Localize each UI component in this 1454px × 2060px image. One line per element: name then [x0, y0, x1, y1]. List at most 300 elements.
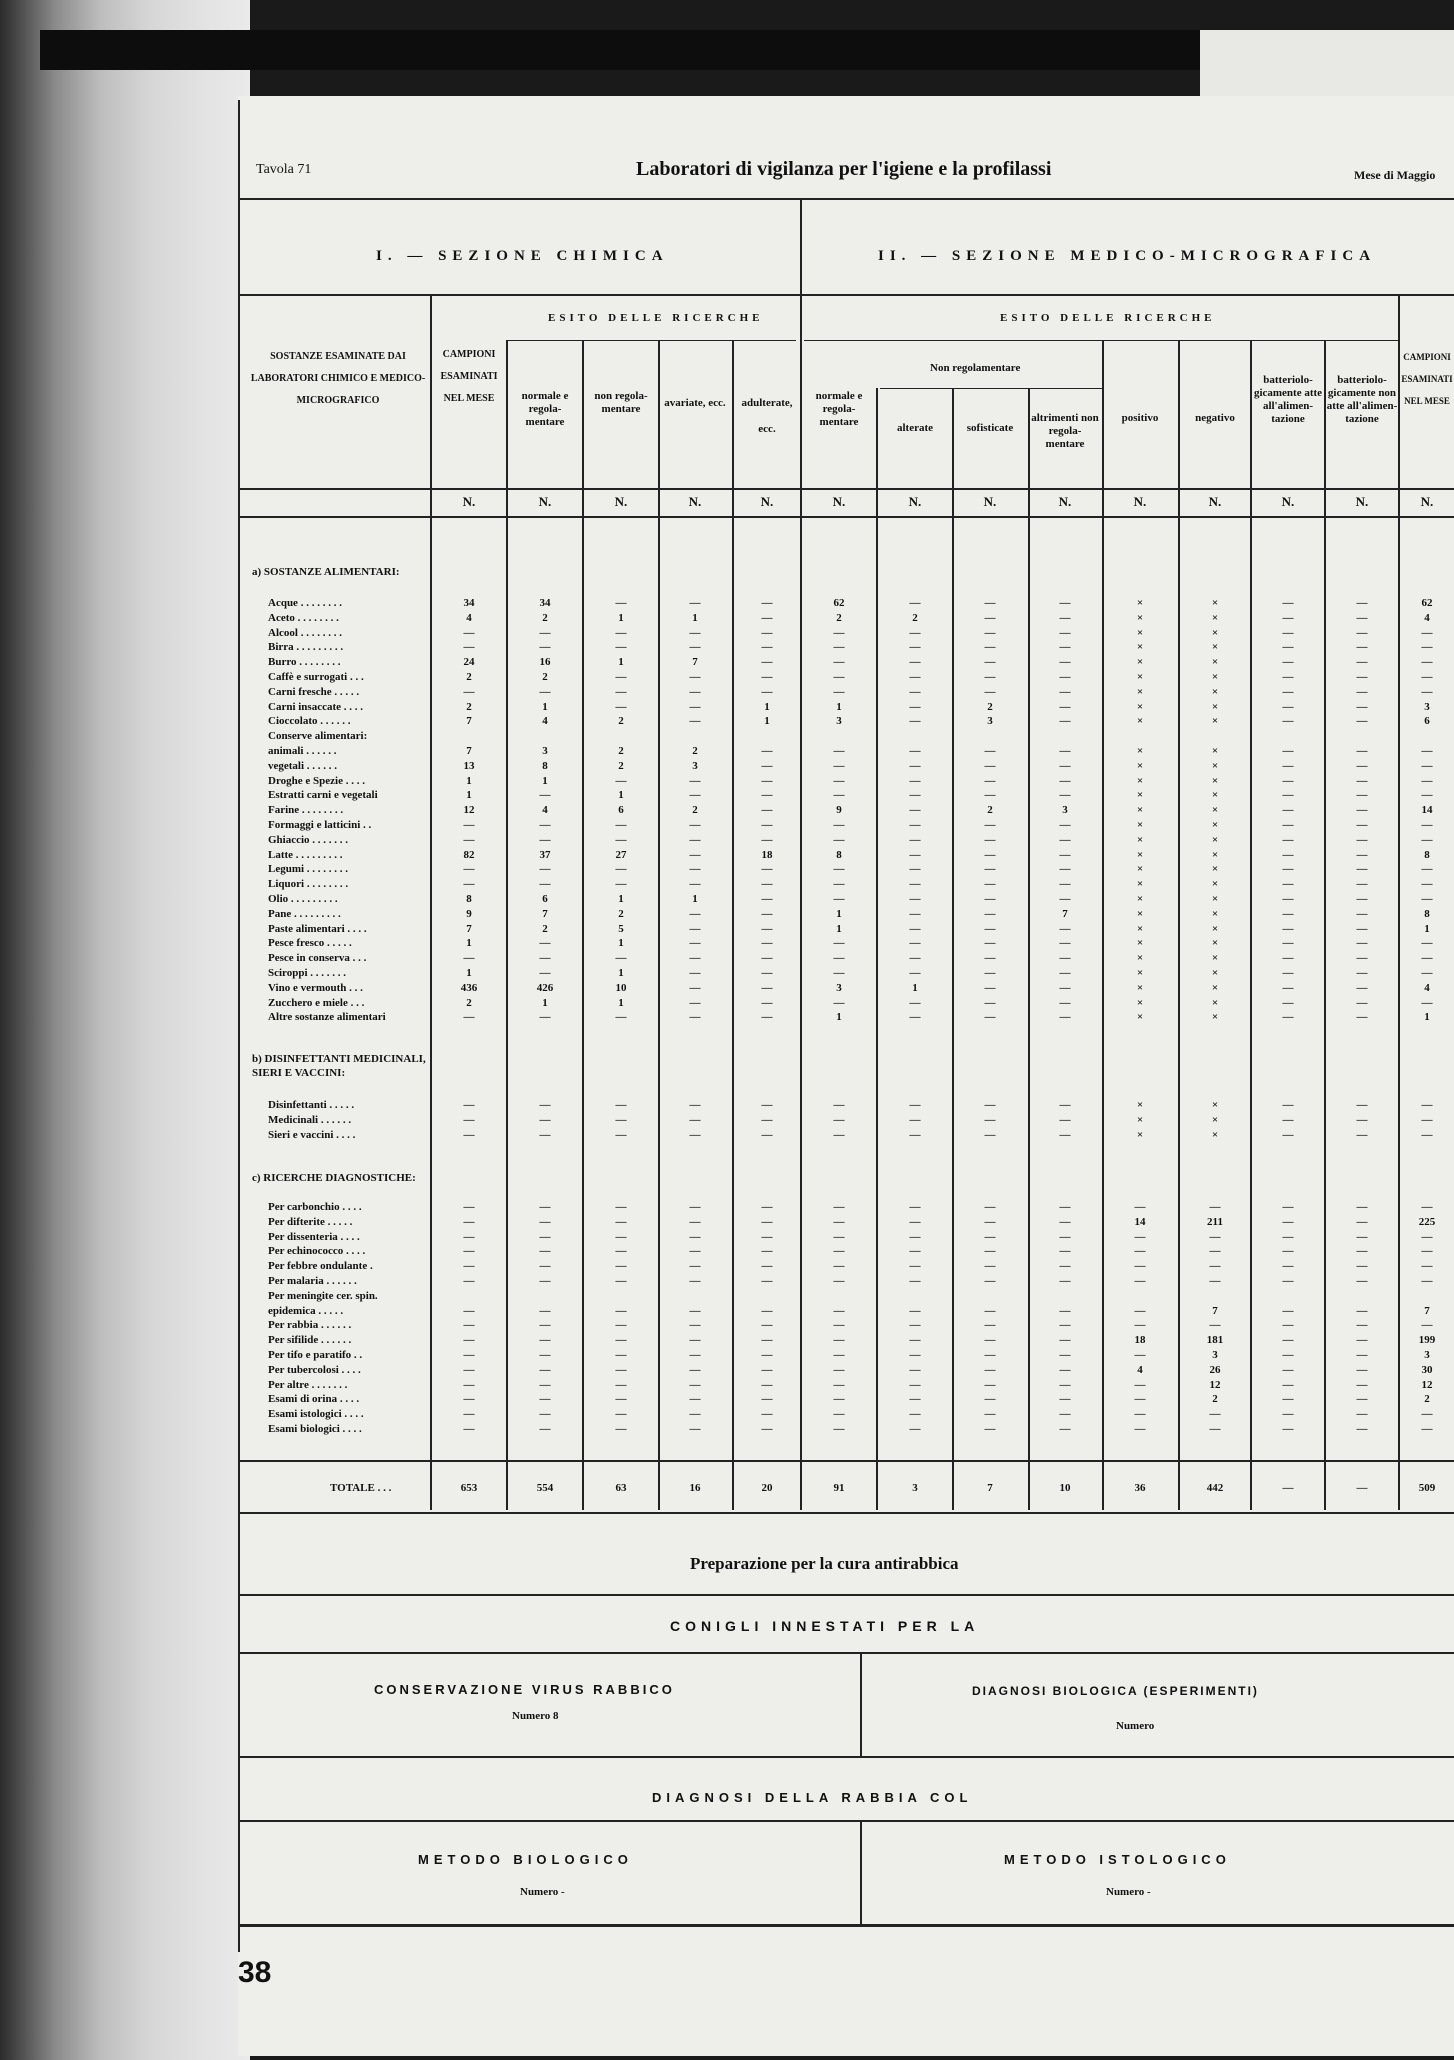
table-cell: — [909, 1334, 921, 1347]
table-cell: 5 [618, 922, 624, 935]
table-cell: — [615, 1113, 627, 1126]
table-cell: 181 [1206, 1334, 1224, 1347]
table-cell: — [1356, 611, 1368, 624]
table-cell: 1 [618, 937, 624, 950]
row-label: Latte . . . . . . . . . [268, 848, 343, 861]
table-cell: 1 [466, 774, 472, 787]
table-cell: — [615, 774, 627, 787]
table-cell: — [761, 597, 773, 609]
table-cell: — [615, 1201, 627, 1213]
table-cell: — [909, 1230, 921, 1243]
rule-rabbia-4 [238, 1820, 1454, 1822]
table-cell: 1 [912, 981, 918, 994]
table-cell: — [1356, 1349, 1368, 1361]
table-cell: — [909, 1363, 921, 1376]
table-cell: — [984, 1393, 996, 1406]
table-cell: — [1059, 1363, 1071, 1376]
table-cell: — [1059, 789, 1071, 802]
table-cell: — [689, 1275, 701, 1287]
table-cell: — [689, 1304, 701, 1317]
table-cell: × [1211, 819, 1219, 831]
table-cell: — [1356, 671, 1368, 683]
table-cell: — [909, 1319, 921, 1332]
table-cell: — [1059, 952, 1071, 965]
table-cell: 12 [1209, 1378, 1221, 1391]
table-cell: — [1134, 1349, 1146, 1361]
table-cell: — [1059, 967, 1071, 979]
table-cell: — [1282, 833, 1294, 846]
table-cell: — [689, 967, 701, 979]
table-cell: — [1059, 685, 1071, 698]
table-cell: — [689, 996, 701, 1009]
table-cell: — [689, 878, 701, 891]
row-label: Sciroppi . . . . . . . [268, 967, 347, 979]
table-cell: — [984, 981, 996, 994]
table-cell: — [984, 819, 996, 831]
table-cell: — [761, 1349, 773, 1361]
table-cell: — [1356, 789, 1368, 802]
table-cell: — [539, 1275, 551, 1287]
table-cell: — [1282, 922, 1294, 935]
table-cell: — [833, 685, 845, 698]
table-cell: — [761, 1011, 773, 1024]
total-cell: 509 [1418, 1482, 1436, 1494]
table-cell: — [1356, 1215, 1368, 1228]
table-cell: — [761, 1230, 773, 1243]
diagnosi-biologica-label: DIAGNOSI BIOLOGICA (ESPERIMENTI) [972, 1684, 1259, 1698]
table-cell: — [463, 1260, 475, 1273]
table-cell: — [1421, 1099, 1433, 1111]
group-b-label: b) DISINFETTANTI MEDICINALI, SIERI E VACCINI: [252, 1053, 426, 1079]
table-cell: — [1282, 907, 1294, 920]
table-cell: — [463, 1408, 475, 1421]
n-header: N. [462, 494, 476, 509]
table-cell: 37 [539, 848, 551, 861]
table-cell: 7 [466, 922, 472, 935]
table-cell: — [539, 789, 551, 802]
row-label: Per carbonchio . . . . [268, 1201, 362, 1213]
row-label: Per febbre ondulante . [268, 1260, 373, 1273]
table-cell: — [984, 1011, 996, 1024]
table-cell: — [1059, 1408, 1071, 1421]
table-cell: — [689, 1319, 701, 1332]
table-cell: — [1059, 1215, 1071, 1228]
col-campioni-med-header: CAMPIONI ESAMINATI NEL MESE [1401, 352, 1453, 406]
table-cell: — [761, 967, 773, 979]
table-cell: — [1421, 626, 1433, 639]
table-cell: — [761, 1363, 773, 1376]
table-cell: — [761, 922, 773, 935]
table-cell: — [1356, 1408, 1368, 1421]
table-cell: — [984, 1245, 996, 1258]
rabbia-title: Preparazione per la cura antirabbica [690, 1554, 959, 1573]
table-cell: — [689, 848, 701, 861]
total-cell: — [1356, 1482, 1368, 1494]
table-cell: — [833, 1349, 845, 1361]
row-label: Alcool . . . . . . . . [268, 626, 342, 639]
table-cell: — [1421, 833, 1433, 846]
table-cell: 1 [542, 996, 548, 1009]
table-cell: — [1282, 611, 1294, 624]
table-cell: 12 [1421, 1378, 1433, 1391]
table-cell: — [463, 1113, 475, 1126]
table-cell: — [615, 1260, 627, 1273]
table-cell: — [761, 1201, 773, 1213]
table-cell: 1 [692, 893, 698, 905]
non-regolamentare-label: Non regolamentare [930, 362, 1021, 374]
table-cell: — [761, 789, 773, 802]
table-cell: — [689, 671, 701, 683]
table-cell: — [1209, 1319, 1221, 1332]
table-cell: — [761, 641, 773, 654]
row-label: Caffè e surrogati . . . [268, 671, 364, 683]
rule-rabbia-2 [238, 1652, 1454, 1654]
table-cell: — [761, 1378, 773, 1391]
table-cell: — [984, 1113, 996, 1126]
table-cell: — [615, 1378, 627, 1391]
table-cell: × [1211, 863, 1219, 876]
table-cell: × [1211, 1113, 1219, 1126]
table-cell: — [615, 1423, 627, 1435]
table-cell: — [539, 1378, 551, 1391]
table-cell: — [909, 1304, 921, 1317]
table-cell: — [1209, 1408, 1221, 1421]
n-header: N. [908, 494, 922, 509]
table-cell: — [689, 863, 701, 876]
table-cell: — [463, 1011, 475, 1024]
table-cell: — [1356, 626, 1368, 639]
table-cell: — [833, 671, 845, 683]
table-cell: 199 [1418, 1334, 1436, 1347]
table-cell: — [909, 700, 921, 713]
table-cell: — [984, 996, 996, 1009]
table-cell: — [909, 1275, 921, 1287]
table-cell: — [761, 1304, 773, 1317]
table-cell: 7 [692, 656, 698, 669]
table-cell: — [463, 1230, 475, 1243]
table-cell: — [539, 685, 551, 698]
table-cell: × [1211, 848, 1219, 861]
table-cell: — [463, 833, 475, 846]
table-cell: × [1136, 833, 1144, 846]
table-cell: — [1059, 922, 1071, 935]
col-rule [876, 388, 878, 1510]
n-header: N. [688, 494, 702, 509]
row-label: animali . . . . . . [268, 745, 337, 757]
table-cell: — [1356, 1363, 1368, 1376]
table-cell: — [1059, 1011, 1071, 1024]
table-cell: — [1059, 1393, 1071, 1406]
table-cell: — [463, 641, 475, 654]
table-cell: — [615, 641, 627, 654]
table-cell: — [615, 1363, 627, 1376]
table-cell: — [984, 937, 996, 950]
row-label: Per rabbia . . . . . . [268, 1319, 352, 1332]
table-cell: × [1136, 878, 1144, 891]
row-label: Farine . . . . . . . . [268, 804, 344, 817]
table-cell: — [1059, 878, 1071, 891]
table-cell: — [984, 611, 996, 624]
table-cell: × [1211, 1011, 1219, 1024]
table-cell: — [984, 1230, 996, 1243]
table-cell: — [909, 1260, 921, 1273]
table-cell: — [761, 685, 773, 698]
table-cell: — [761, 759, 773, 772]
table-cell: × [1211, 745, 1219, 757]
diagnosi-rabbia-label: DIAGNOSI DELLA RABBIA COL [652, 1790, 973, 1805]
table-cell: — [909, 1349, 921, 1361]
table-cell: 1 [618, 789, 624, 802]
table-cell: — [689, 1334, 701, 1347]
row-label: Per difterite . . . . . [268, 1215, 353, 1228]
table-cell: 1 [836, 700, 842, 713]
table-cell: 26 [1209, 1363, 1221, 1376]
total-cell: 91 [833, 1482, 845, 1494]
table-cell: — [1282, 1349, 1294, 1361]
scan-border [40, 30, 1200, 70]
table-cell: — [1356, 833, 1368, 846]
table-cell: — [1356, 1334, 1368, 1347]
page-title: Laboratori di vigilanza per l'igiene e la profilassi [636, 158, 1052, 180]
table-cell: — [1059, 671, 1071, 683]
table-cell: 436 [460, 981, 478, 994]
table-cell: — [539, 1349, 551, 1361]
table-cell: 1 [542, 700, 548, 713]
table-cell: — [1356, 597, 1368, 609]
table-cell: — [1282, 745, 1294, 757]
table-cell: — [1059, 1201, 1071, 1213]
table-cell: — [1356, 996, 1368, 1009]
table-cell: × [1211, 715, 1219, 728]
table-cell: 1 [618, 656, 624, 669]
table-cell: — [909, 878, 921, 891]
table-cell: 3 [1424, 700, 1430, 713]
table-cell: — [689, 789, 701, 802]
table-cell: — [761, 671, 773, 683]
table-cell: — [539, 626, 551, 639]
row-label: Legumi . . . . . . . . [268, 863, 349, 876]
table-cell: — [984, 671, 996, 683]
table-cell: — [909, 863, 921, 876]
row-label: Disinfettanti . . . . . [268, 1099, 355, 1111]
book-binding-edge [0, 0, 250, 2060]
table-cell: — [615, 626, 627, 639]
table-cell: — [539, 967, 551, 979]
table-cell: — [539, 1408, 551, 1421]
table-cell: — [984, 1201, 996, 1213]
rule-top [238, 198, 1454, 200]
table-cell: — [1059, 1275, 1071, 1287]
col-rule [582, 340, 584, 1510]
table-cell: — [689, 1128, 701, 1141]
table-cell: — [1356, 745, 1368, 757]
table-cell: 3 [836, 981, 842, 994]
table-cell: — [984, 626, 996, 639]
table-cell: 2 [618, 715, 624, 728]
table-cell: — [463, 1334, 475, 1347]
table-cell: — [761, 819, 773, 831]
table-cell: 426 [536, 981, 554, 994]
table-cell: — [909, 1378, 921, 1391]
table-cell: — [833, 1378, 845, 1391]
table-cell: — [615, 1393, 627, 1406]
table-cell: × [1211, 804, 1219, 817]
table-cell: 4 [1424, 981, 1430, 994]
table-cell: — [1134, 1393, 1146, 1406]
col-avariate-header: avariate, ecc. [664, 397, 726, 409]
table-cell: — [689, 626, 701, 639]
table-cell: 2 [692, 804, 698, 817]
table-cell: 2 [466, 700, 472, 713]
table-cell: — [833, 1113, 845, 1126]
table-cell: 1 [618, 967, 624, 979]
table-cell: 34 [463, 597, 475, 609]
table-cell: 2 [466, 671, 472, 683]
table-cell: 16 [539, 656, 551, 669]
table-cell: — [833, 626, 845, 639]
table-cell: × [1211, 611, 1219, 624]
table-cell: — [909, 1423, 921, 1435]
table-cell: — [833, 833, 845, 846]
table-cell: — [463, 1099, 475, 1111]
nonreg-rule [880, 388, 1102, 389]
table-cell: — [539, 863, 551, 876]
table-cell: — [539, 1393, 551, 1406]
table-cell: 1 [764, 700, 770, 713]
row-label: Ghiaccio . . . . . . . [268, 833, 349, 846]
table-cell: — [463, 1201, 475, 1213]
diagnosi-biologica-number: Numero [1116, 1720, 1155, 1732]
metodo-istologico-label: METODO ISTOLOGICO [1004, 1852, 1231, 1867]
section-chemical-title: I. — SEZIONE CHIMICA [376, 248, 669, 264]
table-cell: × [1136, 1113, 1144, 1126]
table-cell: — [1356, 1230, 1368, 1243]
table-cell: 1 [618, 996, 624, 1009]
table-cell: — [1356, 1275, 1368, 1287]
table-cell: — [833, 878, 845, 891]
table-cell: — [1059, 937, 1071, 950]
table-cell: 1 [1424, 1011, 1430, 1024]
table-cell: × [1211, 893, 1219, 905]
total-cell: 7 [987, 1482, 993, 1494]
table-cell: × [1211, 907, 1219, 920]
table-cell: — [689, 1113, 701, 1126]
metodo-biologico-number: Numero - [520, 1886, 565, 1898]
table-cell: — [1134, 1319, 1146, 1332]
table-cell: — [1059, 626, 1071, 639]
table-cell: — [984, 597, 996, 609]
table-cell: — [1059, 1113, 1071, 1126]
table-cell: — [984, 1408, 996, 1421]
col-batt-non-atte-header: batteriolo-gicamente non atte all'alimen-tazione [1326, 374, 1398, 425]
table-cell: — [833, 1245, 845, 1258]
table-cell: — [689, 1393, 701, 1406]
table-cell: — [689, 774, 701, 787]
table-cell: — [689, 937, 701, 950]
table-cell: — [615, 1349, 627, 1361]
col-positivo-header: positivo [1121, 412, 1159, 424]
table-cell: — [761, 626, 773, 639]
table-cell: — [689, 597, 701, 609]
table-cell: — [615, 1245, 627, 1258]
table-cell: × [1136, 685, 1144, 698]
table-cell: — [1209, 1245, 1221, 1258]
table-cell: — [1282, 893, 1294, 905]
table-cell: 2 [466, 996, 472, 1009]
table-cell: — [761, 1423, 773, 1435]
table-cell: 1 [466, 967, 472, 979]
table-cell: — [761, 981, 773, 994]
table-cell: — [1421, 1275, 1433, 1287]
table-cell: — [1059, 981, 1071, 994]
row-label: Altre sostanze alimentari [268, 1011, 386, 1024]
table-cell: — [833, 1215, 845, 1228]
table-cell: — [463, 1319, 475, 1332]
group-a-label: a) SOSTANZE ALIMENTARI: [252, 566, 400, 578]
table-cell: — [1356, 1423, 1368, 1435]
table-cell: — [761, 1334, 773, 1347]
table-cell: — [689, 952, 701, 965]
table-cell: — [1059, 774, 1071, 787]
table-cell: × [1211, 1128, 1219, 1141]
table-cell: — [833, 774, 845, 787]
table-cell: — [909, 789, 921, 802]
table-cell: × [1136, 996, 1144, 1009]
table-cell: — [1134, 1408, 1146, 1421]
table-cell: — [1134, 1260, 1146, 1273]
table-cell: 3 [542, 745, 548, 757]
total-cell: 554 [536, 1482, 554, 1494]
table-cell: — [1209, 1260, 1221, 1273]
table-cell: × [1211, 656, 1219, 669]
table-cell: — [463, 1349, 475, 1361]
table-cell: — [1134, 1304, 1146, 1317]
table-cell: — [615, 1408, 627, 1421]
rule-rabbia-3 [238, 1756, 1454, 1758]
table-cell: — [689, 981, 701, 994]
table-cell: — [1059, 715, 1071, 728]
table-cell: — [1282, 759, 1294, 772]
table-cell: — [689, 1408, 701, 1421]
table-cell: — [909, 626, 921, 639]
table-cell: × [1211, 626, 1219, 639]
n-header: N. [1208, 494, 1222, 509]
table-cell: — [1356, 1378, 1368, 1391]
table-cell: — [833, 1260, 845, 1273]
table-cell: — [1059, 1349, 1071, 1361]
table-cell: — [833, 1201, 845, 1213]
metodo-biologico-label: METODO BIOLOGICO [418, 1852, 633, 1867]
table-cell: — [463, 1423, 475, 1435]
table-cell: — [1421, 996, 1433, 1009]
table-cell: × [1211, 967, 1219, 979]
row-label: Zucchero e miele . . . [268, 996, 365, 1009]
table-cell: × [1211, 922, 1219, 935]
table-cell: 1 [1424, 922, 1430, 935]
table-cell: — [1282, 641, 1294, 654]
table-cell: — [984, 922, 996, 935]
table-cell: — [689, 819, 701, 831]
table-cell: × [1136, 1128, 1144, 1141]
table-cell: — [463, 863, 475, 876]
table-cell: — [1282, 863, 1294, 876]
table-cell: × [1136, 656, 1144, 669]
row-label: Vino e vermouth . . . [268, 981, 363, 994]
row-label: Per sifilide . . . . . . [268, 1334, 352, 1347]
row-label: Cioccolato . . . . . . [268, 715, 351, 728]
table-cell: — [1059, 641, 1071, 654]
table-cell: 1 [836, 922, 842, 935]
